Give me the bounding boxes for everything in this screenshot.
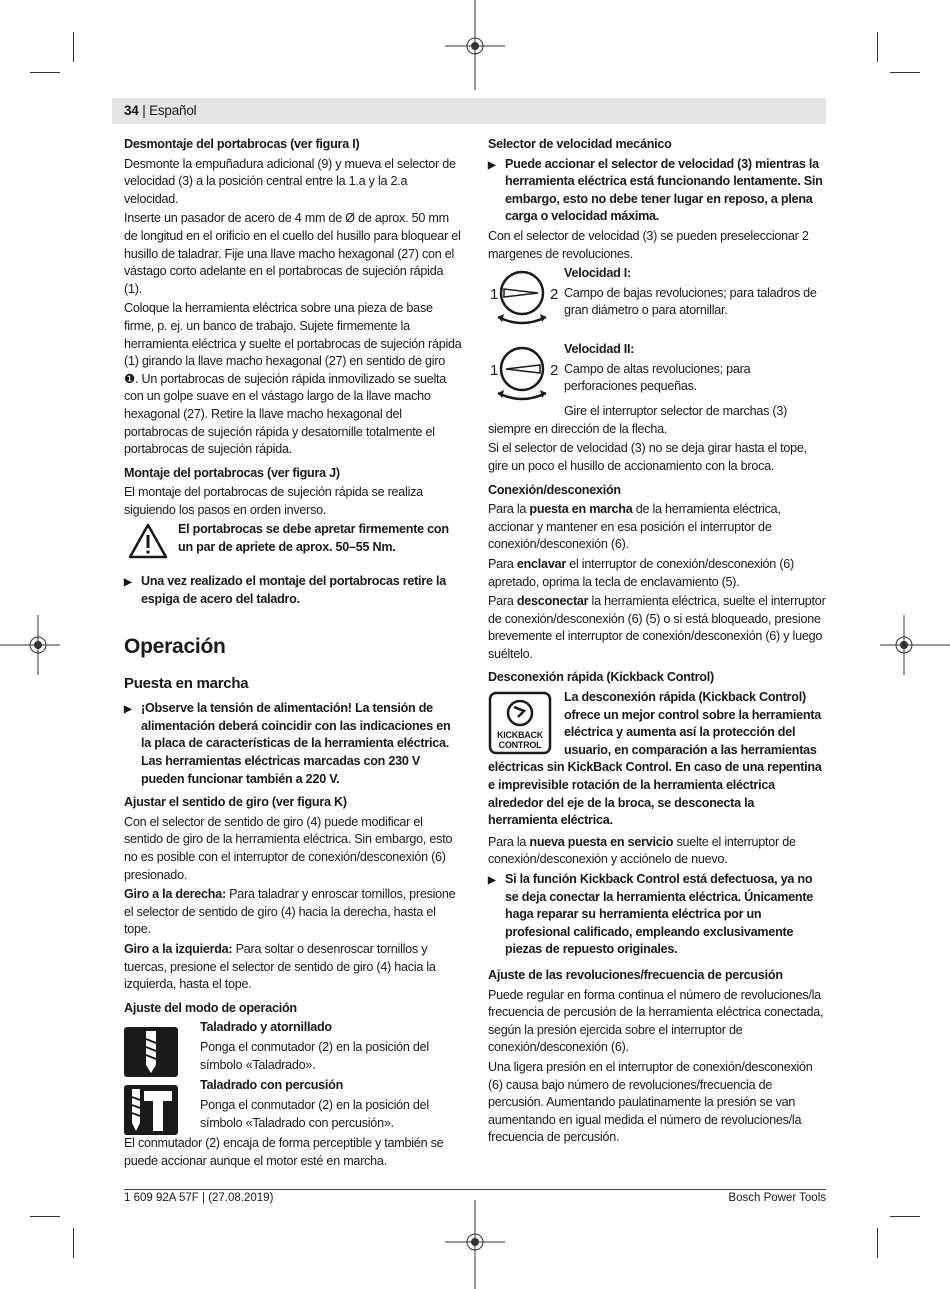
paragraph: El montaje del portabrocas de sujeción rápida se realiza siguiendo los pasos en orden inverso. (124, 485, 423, 517)
crop-mark (73, 32, 74, 62)
mode-hammer-drilling (124, 1077, 462, 1135)
speed-label-1: 1 (490, 286, 499, 304)
speed-text: Campo de altas revoluciones; para perforaciones pequeñas. (564, 361, 751, 394)
kickback-block (488, 689, 826, 830)
header-bar (112, 98, 826, 124)
paragraph: Si el selector de velocidad (3) no se deja girar hasta el tope, gire un poco el husillo de accionamiento con la broca. (488, 441, 807, 473)
paragraph (488, 501, 826, 554)
mode-text: Ponga el conmutador (2) en la posición del símbolo «Taladrado». (200, 1039, 429, 1072)
speed-selector-2-icon (488, 341, 564, 405)
bullet-item: ▶ Puede accionar el selector de velocidad (3) mientras la herramienta eléctrica está funcionando lentamente. Sin embargo, esto no debe tener lugar en reposo, a plena carga o velocidad máxima. (488, 156, 826, 226)
speed-title: Velocidad II: (564, 342, 635, 357)
paragraph: El conmutador (2) encaja de forma perceptible y también se puede accionar aunque el motor esté en marcha. (124, 1136, 444, 1168)
paragraph: Con el selector de sentido de giro (4) puede modificar el sentido de giro de la herramienta eléctrica. Sin embargo, esto no es posible con el interruptor de conexión/desconexión (6) presionado. (124, 814, 453, 882)
mode-text: Ponga el conmutador (2) en la posición del símbolo «Taladrado con percusión». (200, 1097, 429, 1130)
paragraph (488, 593, 826, 663)
paragraph: Con el selector de velocidad (3) se pueden preseleccionar 2 margenes de revoluciones. (488, 228, 809, 261)
section-title: Ajuste del modo de operación (124, 1000, 297, 1015)
kickback-label-2: CONTROL (498, 740, 542, 751)
bullet-item: ▶ Si la función Kickback Control está defectuosa, ya no se deja conectar la herramienta eléctrica. Únicamente haga reparar su herramienta eléctrica por un profesional calificado, empleando exclusivamente piezas de repuesto originales. (488, 871, 826, 959)
paragraph: Una ligera presión en el interruptor de conexión/desconexión (6) causa bajo número de revoluciones/frecuencia de percusión. Aumentando paulatinamente la presión se van aumentando en igual medida el número de revoluciones/la frecuencia de percusión. (488, 1059, 813, 1145)
inline-text: el interruptor de conexión/desconexión (6) apretado, oprima la tecla de enclavamiento (5). (488, 556, 794, 589)
left-column (124, 136, 462, 1173)
page-number: 34 (124, 103, 139, 118)
registration-mark-top (445, 0, 505, 90)
section-title: Desmontaje del portabrocas (ver figura I) (124, 137, 360, 151)
crop-mark (30, 72, 60, 73)
paragraph: Puede regular en forma continua el número de revoluciones/la frecuencia de percusión de la herramienta eléctrica conectada, según la presión ejercida sobre el interruptor de conexión/desconexión (6). (488, 987, 824, 1055)
warning-text: El portabrocas se debe apretar firmemente con un par de apriete de aprox. 50–55 Nm. (178, 522, 449, 555)
inline-emphasis: puesta en marcha (529, 502, 633, 517)
speed-selector-1-icon (488, 265, 564, 329)
paragraph: Desmonte la empuñadura adicional (9) y mueva el selector de velocidad (3) a la posición central entre la 1.a y la 2.a velocidad. (124, 156, 456, 206)
footer-brand: Bosch Power Tools (728, 1192, 826, 1204)
section-title: Desconexión rápida (Kickback Control) (488, 670, 714, 685)
inline-text: Para taladrar y enroscar tornillos, presione el selector de sentido de giro (4) hacia la derecha, hasta el tope. (124, 887, 456, 937)
right-column (488, 136, 826, 1149)
warning-block (124, 521, 462, 565)
subsection-title: Puesta en marcha (124, 675, 249, 693)
section-title: Conexión/desconexión (488, 482, 621, 497)
mode-title: Taladrado y atornillado (200, 1020, 332, 1035)
section-title: Selector de velocidad mecánico (488, 137, 672, 151)
crop-mark (73, 1228, 74, 1258)
header-separator: | (142, 103, 146, 118)
paragraph (488, 556, 826, 591)
section-title: Ajustar el sentido de giro (ver figura K) (124, 795, 347, 810)
inline-text: Para (488, 556, 517, 571)
kickback-text: La desconexión rápida (Kickback Control) ofrece un mejor control sobre la herramienta eléctrica y aumenta así la protección del usuario, en comparación a las herramientas eléctricas sin KickBack Control. En caso de una repentina e imprevisible rotación de la herramienta eléctrica alrededor del eje de la broca, se desconecta la herramienta eléctrica. (488, 690, 822, 828)
paragraph: Coloque la herramienta eléctrica sobre una pieza de base firme, p. ej. un banco de trabajo. Sujete firmemente la herramienta eléctrica y suelte el portabrocas de sujeción rápida (1) girando la llave macho hexagonal (27) en sentido de giro ❶. Un portabrocas de sujeción rápida inmovilizado se suelta con un golpe suave en el vástago largo de la llave macho hexagonal (27). Retire la llave macho hexagonal del portabrocas de sujeción rápida y desatornille totalmente el portabrocas de sujeción rápida. (124, 301, 462, 457)
speed-1-block (488, 265, 826, 329)
registration-mark-left (0, 615, 60, 675)
bullet-item: ▶ Una vez realizado el montaje del portabrocas retire la espiga de acero del taladro. (124, 573, 462, 608)
inline-text: de la herramienta eléctrica, accionar y mantener en esa posición el interruptor de conexión/desconexión (6). (488, 502, 781, 552)
inline-emphasis: nueva puesta en servicio (529, 834, 674, 849)
hammer-drill-icon (124, 1085, 178, 1135)
section-title: Ajuste de las revoluciones/frecuencia de percusión (488, 967, 783, 982)
speed-2-block (488, 341, 826, 405)
inline-text: Para (488, 594, 517, 609)
paragraph: Gire el interruptor selector de marchas (3) siempre en dirección de la flecha. (488, 404, 788, 436)
kickback-label-1: KICKBACK (497, 730, 543, 741)
crop-mark (890, 72, 920, 73)
drill-icon (124, 1027, 178, 1077)
section-title: Montaje del portabrocas (ver figura J) (124, 465, 340, 480)
crop-mark (877, 1228, 878, 1258)
inline-emphasis: enclavar (516, 556, 566, 571)
kickback-control-icon (488, 691, 552, 755)
inline-text: Para la (488, 502, 530, 517)
mode-drilling (124, 1019, 462, 1077)
speed-label-2: 2 (550, 362, 559, 380)
paragraph (124, 941, 462, 994)
inline-label: Giro a la izquierda: (124, 941, 233, 956)
mode-title: Taladrado con percusión (200, 1078, 344, 1093)
inline-text: suelte el interruptor de conexión/desconexión y acciónelo de nuevo. (488, 834, 796, 867)
speed-title: Velocidad I: (564, 266, 631, 281)
header-language: Español (149, 103, 197, 118)
chapter-title: Operación (124, 635, 226, 659)
paragraph (124, 886, 462, 939)
registration-mark-right (880, 615, 950, 675)
speed-label-1: 1 (490, 362, 499, 380)
bullet-item: ▶ ¡Observe la tensión de alimentación! La tensión de alimentación deberá coincidir con las indicaciones en la placa de características de la herramienta eléctrica. Las herramientas eléctricas marcadas con 230 V pueden funcionar también a 220 V. (124, 700, 462, 788)
inline-text: Para soltar o desenroscar tornillos y tuercas, presione el selector de sentido de giro (4) hacia la izquierda, hasta el tope. (124, 941, 436, 992)
inline-text: Para la (488, 834, 530, 849)
footer-doc-number: 1 609 92A 57F | (27.08.2019) (124, 1192, 274, 1204)
warning-icon (124, 521, 178, 565)
crop-mark (30, 1216, 60, 1217)
inline-emphasis: desconectar (516, 594, 589, 609)
footer-rule (124, 1189, 826, 1190)
paragraph: Inserte un pasador de acero de 4 mm de Ø de aprox. 50 mm de longitud en el orificio en el cuello del husillo para bloquear el husillo de taladrar. Fije una llave macho hexagonal (27) con el vástago corto adelante en el portabrocas de sujeción rápida (1). (124, 211, 461, 296)
page-header (124, 103, 196, 118)
crop-mark (890, 1216, 920, 1217)
inline-text: la herramienta eléctrica, suelte el interruptor de conexión/desconexión (6) (5) o si está bloqueado, presione brevemente el interruptor de conexión/desconexión (6) y luego suéltelo. (488, 594, 826, 661)
registration-mark-bottom (445, 1200, 505, 1289)
paragraph (488, 834, 826, 869)
speed-label-2: 2 (550, 286, 559, 304)
crop-mark (877, 32, 878, 62)
speed-text: Campo de bajas revoluciones; para taladros de gran diámetro o para atornillar. (564, 285, 817, 318)
inline-label: Giro a la derecha: (124, 887, 226, 902)
